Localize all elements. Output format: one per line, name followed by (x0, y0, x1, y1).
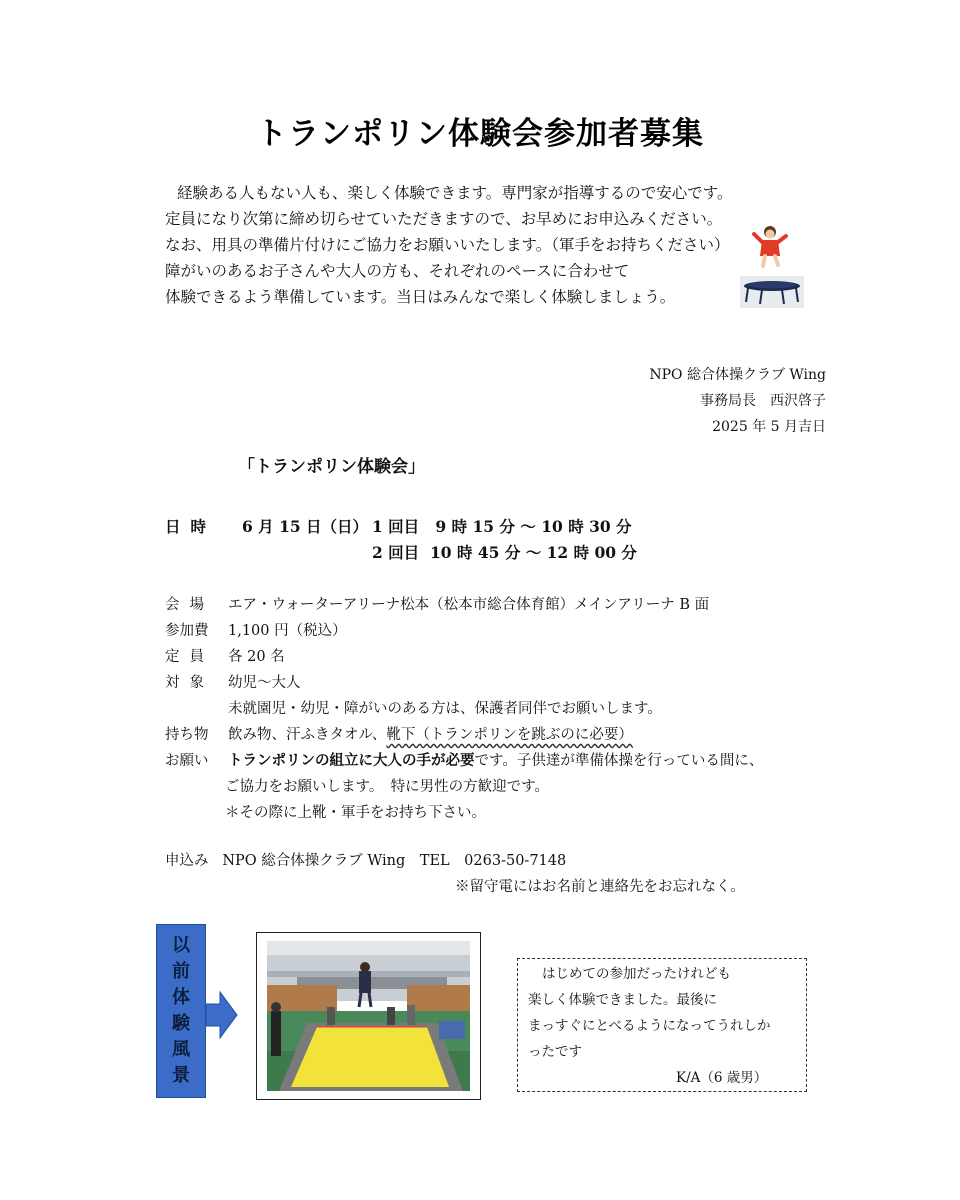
intro-line: 体験できるよう準備しています。当日はみんなで楽しく体験しましょう。 (165, 288, 676, 306)
organization-block (649, 362, 826, 440)
request-line-2: ご協力をお願いします。 特に男性の方歓迎です。 (225, 779, 549, 795)
items-underlined: 靴下（トランポリンを跳ぶのに必要） (386, 727, 633, 743)
intro-line: 定員になり次第に締め切らせていただきますので、お早めにお申込みください。 (165, 210, 723, 228)
organization-person: 事務局長 西沢啓子 (700, 393, 826, 409)
organization-name: NPO 総合体操クラブ Wing (649, 367, 826, 383)
testimonial-line: はじめての参加だったけれども (542, 966, 731, 982)
page-title: トランポリン体験会参加者募集 (256, 116, 704, 152)
testimonial-signature: K/A（6 歳男） (676, 1070, 768, 1086)
request-line-3: ＊その際に上靴・軍手をお持ち下さい。 (225, 805, 486, 821)
event-title: 「トランポリン体験会」 (238, 457, 425, 477)
intro-line: 経験ある人もない人も、楽しく体験できます。専門家が指導するので安心です。 (177, 184, 733, 202)
past-experience-banner (156, 924, 206, 1098)
intro-paragraph (165, 180, 733, 310)
apply-note: ※留守電にはお名前と連絡先をお忘れなく。 (455, 879, 745, 895)
session2-time: 10 時 45 分 ～ 12 時 00 分 (429, 543, 637, 562)
banner-char: 験 (172, 1013, 190, 1034)
right-arrow-icon (206, 990, 238, 1040)
trampoline-child-illustration (740, 224, 804, 308)
target-value: 幼児～大人 (228, 675, 301, 691)
application-block (165, 848, 745, 900)
banner-char: 体 (172, 987, 190, 1008)
target-label: 対象 (165, 675, 214, 691)
banner-char: 以 (172, 935, 190, 956)
details-block (165, 592, 763, 826)
schedule-label: 日時 (165, 517, 217, 536)
fee-value: 1,100 円（税込） (228, 623, 347, 639)
target-note: 未就園児・幼児・障がいのある方は、保護者同伴でお願いします。 (228, 701, 662, 717)
banner-char: 風 (172, 1039, 190, 1060)
apply-label: 申込み (165, 853, 209, 869)
request-label: お願い (165, 753, 209, 769)
testimonial-line: まっすぐにとべるようになってうれしか (528, 1018, 771, 1034)
intro-line: なお、用具の準備片付けにご協力をお願いいたします。（軍手をお持ちください） (165, 236, 730, 254)
gym-trampoline-photo (267, 941, 470, 1091)
fee-label: 参加費 (165, 623, 209, 639)
testimonial-line: 楽しく体験できました。最後に (528, 992, 717, 1008)
request-text: です。子供達が準備体操を行っている間に、 (474, 753, 764, 769)
session2-label: 2 回目 (372, 543, 420, 562)
apply-contact: NPO 総合体操クラブ Wing TEL 0263-50-7148 (222, 853, 567, 869)
capacity-label: 定員 (165, 649, 214, 665)
request-emphasis: トランポリンの組立に大人の手が必要 (228, 752, 475, 769)
schedule-date: 6 月 15 日（日） (242, 517, 369, 536)
items-label: 持ち物 (165, 727, 209, 743)
banner-char: 景 (172, 1065, 190, 1086)
testimonial-line: ったです (528, 1044, 582, 1060)
venue-value: エア・ウォーターアリーナ松本（松本市総合体育館）メインアリーナ B 面 (228, 597, 710, 613)
organization-date: 2025 年 5 月吉日 (712, 419, 826, 435)
capacity-value: 各 20 名 (228, 649, 285, 665)
photo-frame (256, 932, 481, 1100)
schedule-block (165, 514, 637, 566)
session1-label: 1 回目 (372, 517, 420, 536)
session1-time: 9 時 15 分 ～ 10 時 30 分 (435, 517, 632, 536)
banner-char: 前 (172, 961, 190, 982)
intro-line: 障がいのあるお子さんや大人の方も、それぞれのペースに合わせて (165, 262, 630, 280)
testimonial-box (517, 958, 807, 1092)
venue-label: 会場 (165, 597, 214, 613)
items-value: 飲み物、汗ふきタオル、 (228, 727, 387, 743)
